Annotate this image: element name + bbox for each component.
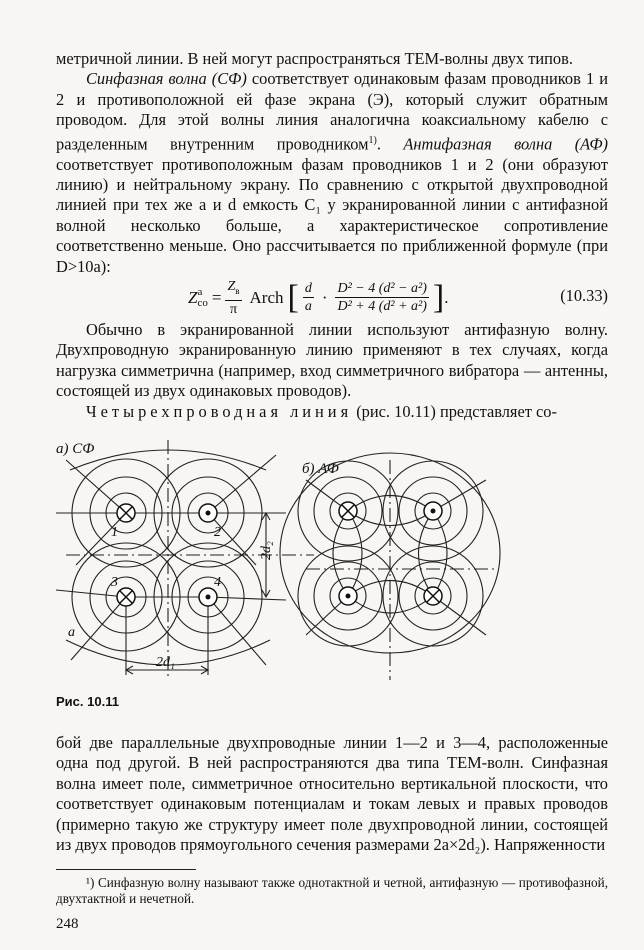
paragraph-four-wire — [56, 402, 608, 422]
term-four-wire-line: Четырехпроводная линия — [86, 401, 353, 421]
formula-fraction-1 — [225, 278, 241, 318]
field-diagram — [56, 440, 608, 690]
formula-function: Arch — [249, 287, 284, 307]
frac1-numerator: Z — [227, 279, 236, 294]
formula-dot: · — [321, 287, 328, 307]
field-lines-a — [56, 450, 286, 675]
label-conductor-4: 4 — [214, 575, 221, 590]
footnote-divider — [56, 869, 196, 870]
label-dim-d2: 2d₂ — [259, 541, 274, 560]
text-block-middle — [56, 320, 608, 422]
term-differential-wave: Антифазная волна (АФ) — [403, 134, 608, 154]
formula-fraction-3 — [335, 280, 428, 315]
frac3-numerator: D² − 4 (d² − a²) — [337, 281, 427, 297]
formula-lhs-sub: со — [197, 296, 208, 309]
text-block-bottom — [56, 733, 608, 855]
paragraph-waves — [56, 69, 608, 277]
text-block-top — [56, 49, 608, 277]
formula-number: (10.33) — [560, 286, 608, 305]
field-lines-b — [280, 453, 500, 653]
frac2-denominator: a — [304, 299, 312, 315]
frac2-numerator: d — [304, 281, 312, 297]
figure-label-b: б) АФ — [302, 461, 339, 477]
label-dim-d1: 2d₁ — [156, 655, 175, 670]
formula-expression — [188, 278, 448, 318]
formula-lhs-sup: а — [197, 285, 203, 298]
label-conductor-1: 1 — [111, 525, 118, 540]
formula-10-33 — [56, 276, 608, 320]
formula-lhs: Z — [188, 287, 198, 307]
footnote-reference: 1) — [368, 134, 377, 146]
sentence-end: . — [376, 134, 381, 154]
term-common-mode-wave: Синфазная волна (СФ) — [86, 69, 247, 89]
four-wire-intro: (рис. 10.11) представляет со- — [352, 401, 557, 421]
frac1-denominator: π — [229, 301, 238, 317]
formula-equals: = — [211, 287, 222, 307]
figure-label-a: а) СФ — [56, 441, 95, 457]
paragraph-continued: бой две параллельные двухпроводные линии 1—2 и 3—4, расположенные одна под другой. В ней распространяются два типа ТЕМ-волн. Синфазная волна имеет поле, симметричное относительно вертикальной плоскости, что соответствует одинаковым потенциалам и токам левых и правых проводов (примерно такую же структуру имеет поле двухпроводной линии, состоящей из двух проводов прямоугольного сечения размерами 2a×2d₂). Напряженности — [56, 733, 608, 855]
footnote: ¹) Синфазную волну называют также однотактной и четной, антифазную — противофазной, двухтактной и нечетной. — [56, 875, 608, 906]
paragraph-continuation: метричной линии. В ней могут распространяться ТЕМ-волны двух типов. — [56, 49, 573, 68]
paragraph-usage: Обычно в экранированной линии используют антифазную волну. Двухпроводную экранированную линию применяют в тех случаях, когда нагрузка симметрична (например, вход симметричного вибратора — антенны, состоящей из двух одинаковых проводов). — [56, 320, 608, 401]
formula-fraction-2 — [303, 280, 314, 315]
label-conductor-3: 3 — [111, 575, 118, 590]
label-conductor-2: 2 — [214, 525, 221, 540]
frac1-numerator-sub: в — [235, 285, 240, 296]
figure-caption: Рис. 10.11 — [56, 694, 119, 709]
bracket-open-icon: [ — [287, 278, 299, 316]
formula-period: . — [444, 287, 449, 307]
page-number: 248 — [56, 916, 79, 932]
label-dim-a: a — [68, 625, 75, 640]
common-mode-description: соответствует одинаковым фазам проводников 1 и 2 и противоположной ей фазе экрана (Э), который служит обратным проводом. Для этой волны линия аналогична коаксиальному кабелю с разделенным внутренним проводником — [56, 69, 608, 154]
differential-description: соответствует противоположным фазам проводников 1 и 2 (они образуют линию) и нейтральному экрану. По сравнению с открытой двухпроводной линией при тех же a и d емкость C₁ у экранированной линии с антифазной волной несколько больше, а характеристическое сопротивление соответственно меньше. Оно рассчитывается по приближенной формуле (при D>10a): — [56, 154, 608, 276]
bracket-close-icon: ] — [432, 278, 445, 316]
frac3-denominator: D² + 4 (d² + a²) — [337, 299, 427, 315]
